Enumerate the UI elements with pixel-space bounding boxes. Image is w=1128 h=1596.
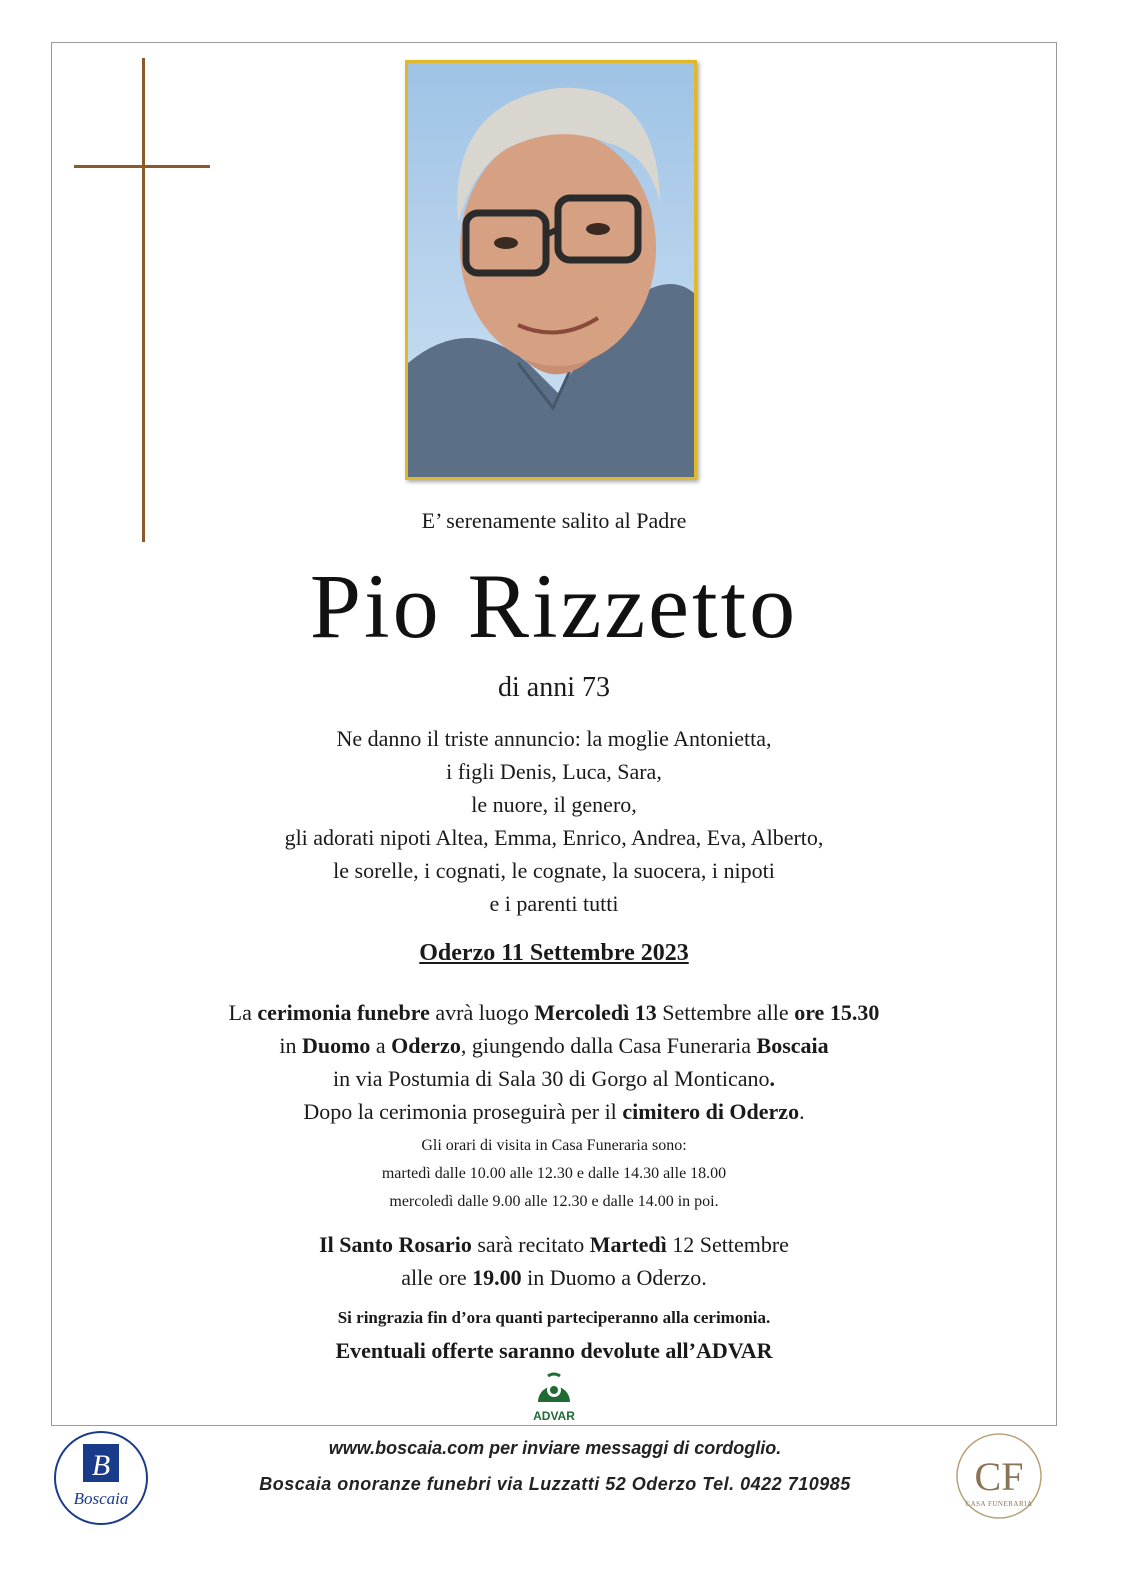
footer-address: Boscaia onoranze funebri via Luzzatti 52 Oderzo Tel. 0422 710985 [259, 1474, 851, 1494]
deceased-name: Pio Rizzetto [309, 555, 799, 657]
visiting-line: mercoledì dalle 9.00 alle 12.30 e dalle 14.00 in poi. [389, 1193, 719, 1210]
family-announcement [51, 722, 1057, 920]
visiting-hours [51, 1132, 1057, 1216]
boscaia-logo [53, 1430, 149, 1526]
rosary-line-1: Il Santo Rosario sarà recitato Martedì 12 Settembre [319, 1232, 789, 1257]
intro-phrase: E’ serenamente salito al Padre [421, 508, 687, 533]
age-line: di anni 73 [498, 672, 610, 703]
casa-funeraria-logo [950, 1432, 1048, 1524]
casa-funeraria-wordmark: CASA FUNERARIA [965, 1500, 1033, 1508]
portrait-photo [405, 60, 697, 480]
family-line: e i parenti tutti [489, 891, 619, 916]
ceremony-line-2: in Duomo a Oderzo, giungendo dalla Casa Funeraria Boscaia [279, 1033, 829, 1058]
family-line: le sorelle, i cognati, le cognate, la suocera, i nipoti [333, 858, 775, 883]
cross-icon [142, 58, 145, 542]
family-line: gli adorati nipoti Altea, Emma, Enrico, Andrea, Eva, Alberto, [284, 825, 824, 850]
visiting-line: martedì dalle 10.00 alle 12.30 e dalle 14.30 alle 18.00 [381, 1165, 727, 1182]
footer-website: www.boscaia.com per inviare messaggi di cordoglio. [328, 1438, 782, 1458]
ceremony-line-4: Dopo la cerimonia proseguirà per il cimitero di Oderzo. [303, 1099, 805, 1124]
boscaia-wordmark: Boscaia [73, 1489, 129, 1508]
ceremony-line-1: La cerimonia funebre avrà luogo Mercoledì 13 Settembre alle ore 15.30 [228, 1000, 880, 1025]
advar-icon [534, 1372, 574, 1406]
rosary-details [51, 1228, 1057, 1294]
visiting-title: Gli orari di visita in Casa Funeraria sono: [421, 1137, 687, 1154]
family-line: Ne danno il triste annuncio: la moglie Antonietta, [336, 726, 772, 751]
family-line: le nuore, il genero, [471, 792, 637, 817]
rosary-line-2: alle ore 19.00 in Duomo a Oderzo. [401, 1265, 707, 1290]
cross-icon-bar [74, 165, 210, 168]
casa-funeraria-monogram: CF [974, 1454, 1024, 1499]
advar-label: ADVAR [533, 1409, 575, 1423]
boscaia-monogram: B [91, 1449, 111, 1482]
advar-logo [530, 1372, 578, 1422]
donation-note: Eventuali offerte saranno devolute all’ADVAR [335, 1338, 773, 1363]
ceremony-line-3: in via Postumia di Sala 30 di Gorgo al Monticano. [333, 1066, 775, 1091]
ceremony-details [51, 996, 1057, 1128]
thanks-note: Si ringrazia fin d’ora quanti parteciperanno alla cerimonia. [337, 1308, 771, 1327]
date-place: Oderzo 11 Settembre 2023 [419, 940, 689, 966]
family-line: i figli Denis, Luca, Sara, [446, 759, 662, 784]
